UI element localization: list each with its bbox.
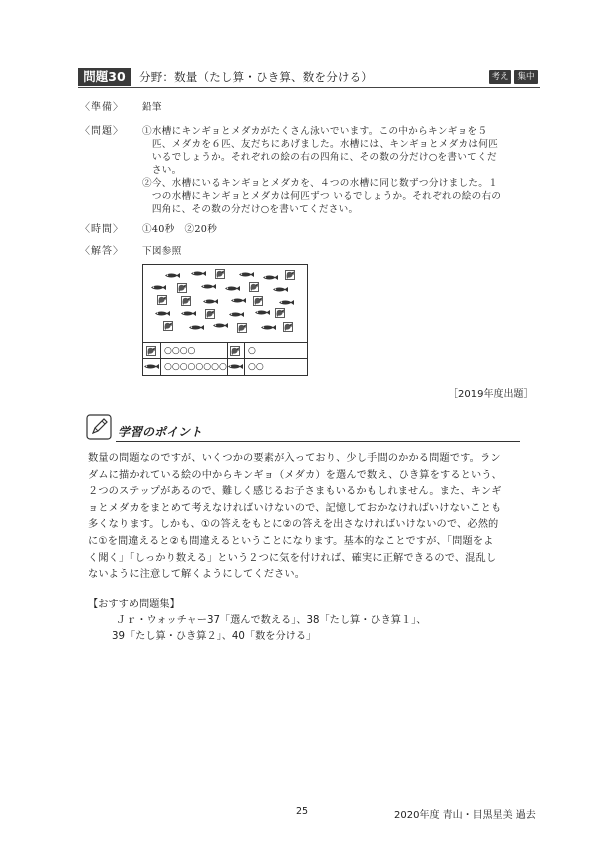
aquarium-illustration [143, 265, 307, 342]
tag-focus: 集中 [514, 70, 538, 84]
problem-badge: 問題30 [78, 68, 131, 86]
point-line: く聞く」「しっかり数える」という２つに気を付ければ、確実に正解できるので、混乱し [88, 552, 497, 564]
time-text: ①40秒 ②20秒 [142, 224, 218, 235]
medaka-icon [144, 359, 160, 375]
question-text [142, 125, 501, 216]
answer-text: 下図参照 [142, 246, 182, 257]
recommended-line: 39「たし算・ひき算２」、40「数を分ける」 [112, 631, 317, 642]
answer-cell: ○ [248, 346, 256, 356]
point-line: 数量の問題なのですが、いくつかの要素が入っており、少し手間のかかる問題です。ラン [88, 453, 501, 464]
question-line: つの水槽にキンギョとメダカは何匹ずつ いるでしょうか。それぞれの絵の右の [142, 191, 502, 202]
point-line: ないように注意して解くようにしてください。 [88, 569, 306, 581]
medaka-icon [228, 359, 244, 375]
point-line: 多くなります。しかも、①の答えをもとに②の答えを出さなければいけないので、必然的 [88, 519, 499, 531]
footer-school: 2020年度 青山・目黒星美 過去 [394, 810, 536, 821]
question-line: 匹、メダカを６匹、友だちにあげました。水槽には、キンギョとメダカは何匹 [142, 139, 499, 150]
question-line: ②今、水槽にいるキンギョとメダカを、４つの水槽に同じ数ずつ分けました。１ [142, 178, 499, 189]
answer-row-goldfish [143, 342, 307, 359]
point-body [88, 451, 524, 584]
question-line: ①水槽にキンギョとメダカがたくさん泳いでいます。この中からキンギョを５ [142, 126, 488, 137]
point-rule [116, 441, 520, 442]
point-line: ダムに描かれている絵の中からキンギョ（メダカ）を選んで数え、ひき算をするという、 [88, 469, 503, 481]
answer-cell: ○○ [248, 362, 264, 372]
answer-cell: ○○○○○○○○ [164, 362, 227, 372]
prep-label: 〈準備〉 [80, 102, 124, 113]
answer-row-medaka [143, 358, 307, 375]
year-note: ［2019年度出題］ [448, 389, 534, 400]
goldfish-icon [229, 343, 243, 359]
pencil-icon [86, 414, 112, 440]
answer-table [143, 342, 307, 375]
prep-text: 鉛筆 [142, 102, 162, 113]
recommended-title: 【おすすめ問題集】 [88, 599, 180, 610]
time-label: 〈時間〉 [80, 224, 124, 235]
answer-cell: ○○○○ [164, 346, 196, 356]
point-header [80, 414, 520, 444]
question-line: 四角に、その数の分だけ○を書いてください。 [142, 204, 359, 215]
point-title: 学習のポイント [118, 425, 203, 439]
tag-think: 考え [489, 70, 511, 84]
question-line: いるでしょうか。それぞれの絵の右の四角に、その数の分だけ○を書いてくだ [142, 152, 497, 163]
subject-title: 分野：数量（たし算・ひき算、数を分ける） [139, 70, 373, 84]
aquarium-figure [142, 264, 308, 376]
page-number: 25 [296, 806, 309, 817]
point-line: ョとメダカをまとめて考えなければいけないので、記憶しておかなければいけないことも [88, 502, 502, 514]
question-line: さい。 [142, 165, 182, 176]
answer-label: 〈解答〉 [80, 246, 124, 257]
point-line: ２つのステップがあるので、難しく感じるお子さまもいるかもしれません。また、キンギ [88, 486, 502, 498]
recommended-line: Ｊｒ・ウォッチャー37「選んで数える」、38「たし算・ひき算１」、 [116, 615, 427, 626]
point-line: に①を間違えると②も間違えるということになります。基本的なことですが、「問題をよ [88, 535, 494, 547]
question-label: 〈問題〉 [80, 126, 124, 137]
goldfish-icon [145, 343, 159, 359]
